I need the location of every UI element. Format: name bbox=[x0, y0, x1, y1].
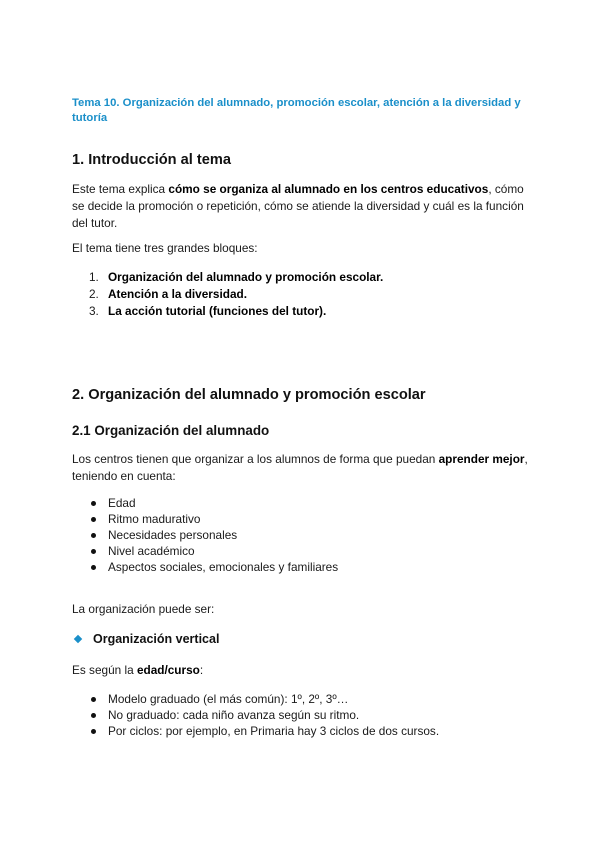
bullet-icon bbox=[91, 565, 96, 570]
bullet-icon bbox=[91, 697, 96, 702]
vertical-organization-heading-row bbox=[72, 632, 219, 646]
list-item: Edad bbox=[72, 495, 338, 511]
intro-paragraph: Este tema explica cómo se organiza al alumnado en los centros educativos, cómo se decide la promoción o repetición, cómo se atiende la diversidad y cuál es la función del tutor. bbox=[72, 182, 524, 230]
list-item: Aspectos sociales, emocionales y familiares bbox=[72, 559, 338, 575]
bullet-icon bbox=[91, 533, 96, 538]
list-item: 3. La acción tutorial (funciones del tutor). bbox=[89, 304, 327, 318]
organization-paragraph: Los centros tienen que organizar a los alumnos de forma que puedan aprender mejor, teniendo en cuenta: bbox=[72, 452, 528, 483]
bullet-icon bbox=[91, 517, 96, 522]
list-item: Modelo graduado (el más común): 1º, 2º, 3º… bbox=[72, 691, 439, 707]
list-item: Ritmo madurativo bbox=[72, 511, 338, 527]
organization-types-intro: La organización puede ser: bbox=[72, 602, 215, 616]
blocks-intro: El tema tiene tres grandes bloques: bbox=[72, 241, 258, 255]
list-item: Por ciclos: por ejemplo, en Primaria hay 3 ciclos de dos cursos. bbox=[72, 723, 439, 739]
vertical-organization-heading: Organización vertical bbox=[93, 632, 220, 646]
factors-list bbox=[72, 495, 338, 575]
section-1-heading: 1. Introducción al tema bbox=[72, 152, 231, 168]
vertical-organization-paragraph: Es según la edad/curso: bbox=[72, 663, 204, 677]
list-item: Necesidades personales bbox=[72, 527, 338, 543]
section-2-heading: 2. Organización del alumnado y promoción escolar bbox=[72, 387, 426, 403]
document-title: Tema 10. Organización del alumnado, promoción escolar, atención a la diversidad y tutoría bbox=[72, 97, 521, 124]
list-item: No graduado: cada niño avanza según su ritmo. bbox=[72, 707, 439, 723]
bullet-icon bbox=[91, 729, 96, 734]
diamond-bullet-icon bbox=[74, 635, 82, 643]
bullet-icon bbox=[91, 713, 96, 718]
subsection-2-1-heading: 2.1 Organización del alumnado bbox=[72, 423, 270, 438]
blocks-list bbox=[72, 269, 383, 320]
list-item: 2. Atención a la diversidad. bbox=[89, 287, 247, 301]
bullet-icon bbox=[91, 549, 96, 554]
vertical-models-list bbox=[72, 691, 439, 739]
list-item: Nivel académico bbox=[72, 543, 338, 559]
list-item: 1. Organización del alumnado y promoción escolar. bbox=[89, 270, 384, 284]
bullet-icon bbox=[91, 501, 96, 506]
